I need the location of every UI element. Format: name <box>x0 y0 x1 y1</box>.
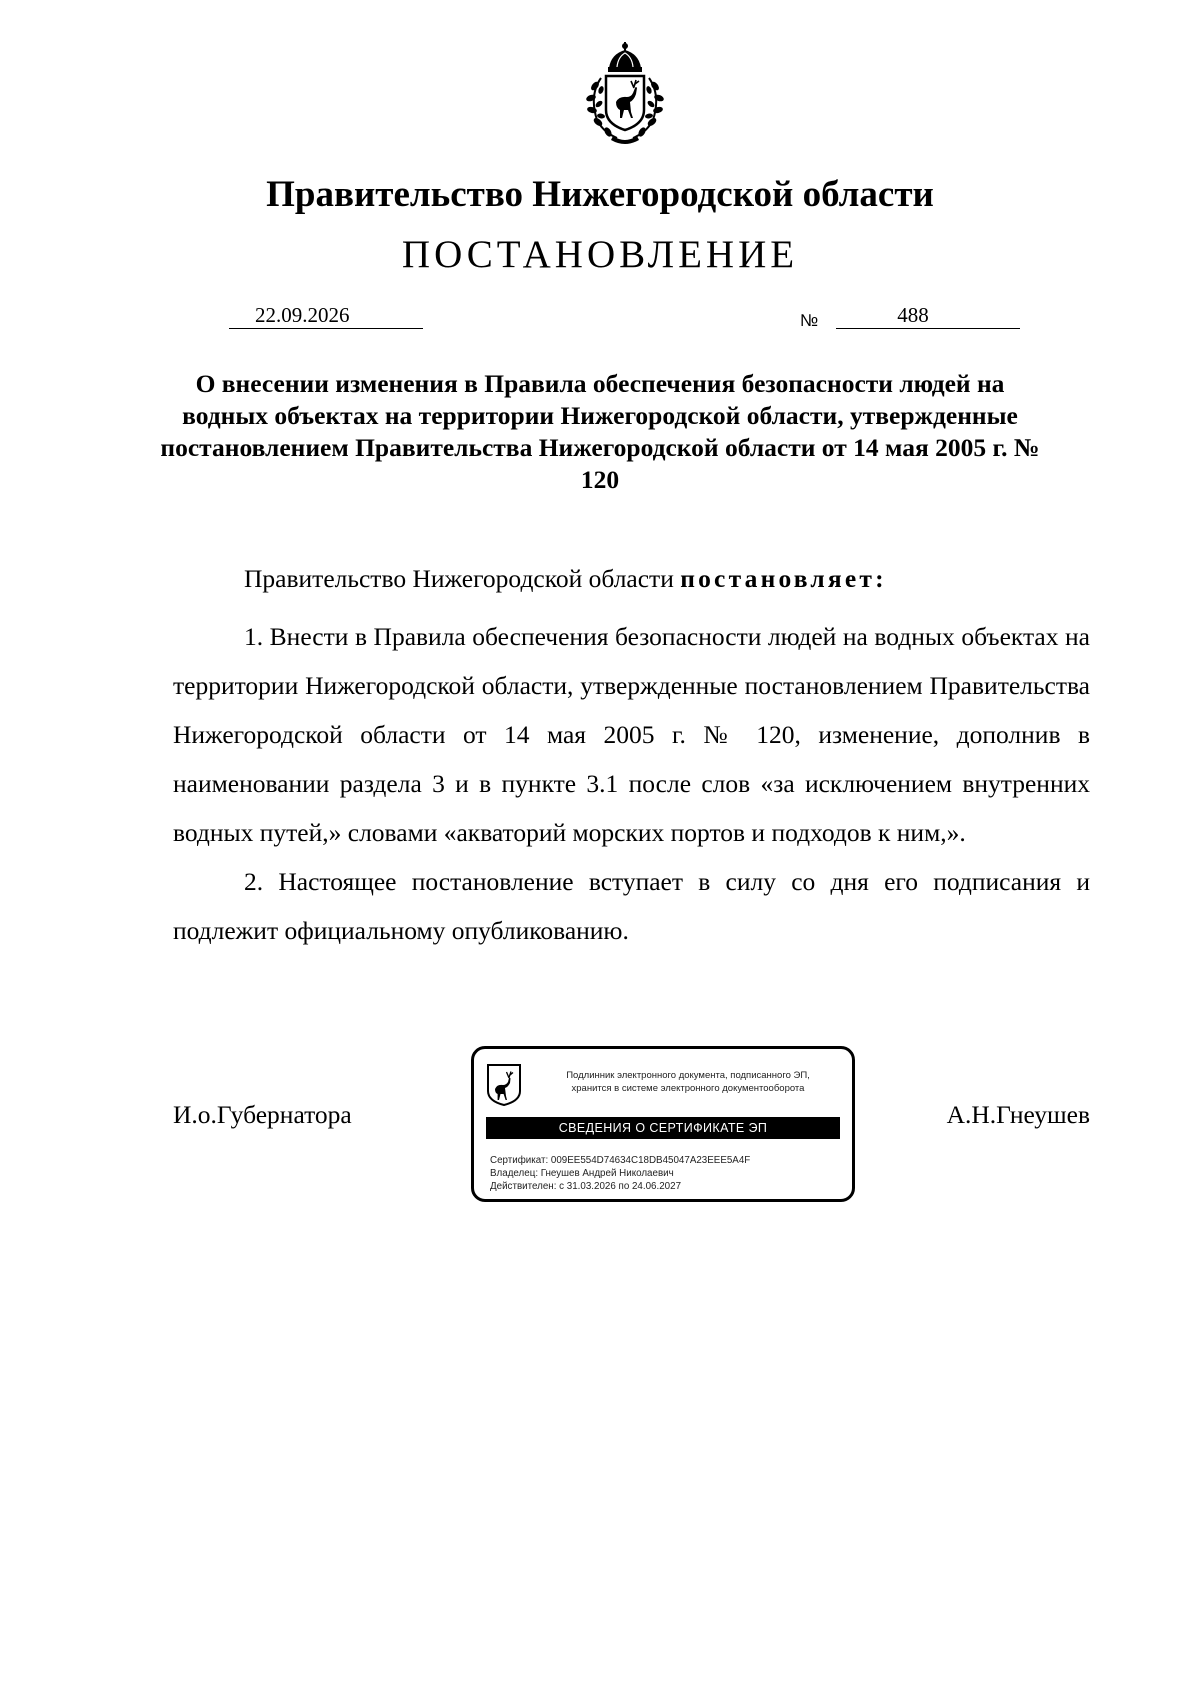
document-subject: О внесении изменения в Правила обеспечения безопасности людей на водных объектах на территории Нижегородской области, утвержденные постановлением Правительства Нижегородской области от 14 мая 2005 г. № 120 <box>160 369 1040 494</box>
preamble-verb: постановляет: <box>680 564 887 593</box>
signer-name: А.Н.Гнеушев <box>946 1100 1090 1129</box>
stamp-note <box>534 1069 842 1095</box>
e-signature-stamp <box>471 1046 855 1202</box>
preamble <box>173 558 1090 600</box>
document-number: 488 <box>836 302 1020 329</box>
coat-of-arms-icon <box>573 40 677 146</box>
preamble-lead: Правительство Нижегородской области <box>244 564 674 593</box>
certificate-serial: Сертификат: 009EE554D74634C18DB45047A23EEE5A4F <box>490 1155 751 1166</box>
document-date: 22.09.2026 <box>229 302 423 329</box>
stamp-note-line-2: хранится в системе электронного документооборота <box>571 1083 805 1094</box>
stamp-details <box>490 1154 842 1193</box>
stamp-note-line-1: Подлинник электронного документа, подписанного ЭП, <box>566 1070 810 1081</box>
signer-position: И.о.Губернатора <box>173 1100 352 1129</box>
document-body <box>173 558 1090 955</box>
paragraph-1: 1. Внести в Правила обеспечения безопасности людей на водных объектах на территории Нижегородской области, утвержденные постановлением Правительства Нижегородской области от 14 мая 2005 г. № 120, изменение, дополнив в наименовании раздела 3 и в пункте 3.1 после слов «за исключением внутренних водных путей,» словами «акваторий морских портов и подходов к ним,». <box>173 622 1090 847</box>
certificate-validity: Действителен: с 31.03.2026 по 24.06.2027 <box>490 1181 682 1192</box>
paragraph-2: 2. Настоящее постановление вступает в силу со дня его подписания и подлежит официальному опубликованию. <box>173 867 1090 945</box>
number-sign: № <box>800 311 819 330</box>
document-type: ПОСТАНОВЛЕНИЕ <box>401 233 799 276</box>
deer-emblem-icon <box>486 1063 522 1107</box>
certificate-owner: Владелец: Гнеушев Андрей Николаевич <box>490 1168 674 1179</box>
stamp-certificate-header: СВЕДЕНИЯ О СЕРТИФИКАТЕ ЭП <box>486 1117 840 1139</box>
government-title: Правительство Нижегородской области <box>266 174 934 215</box>
